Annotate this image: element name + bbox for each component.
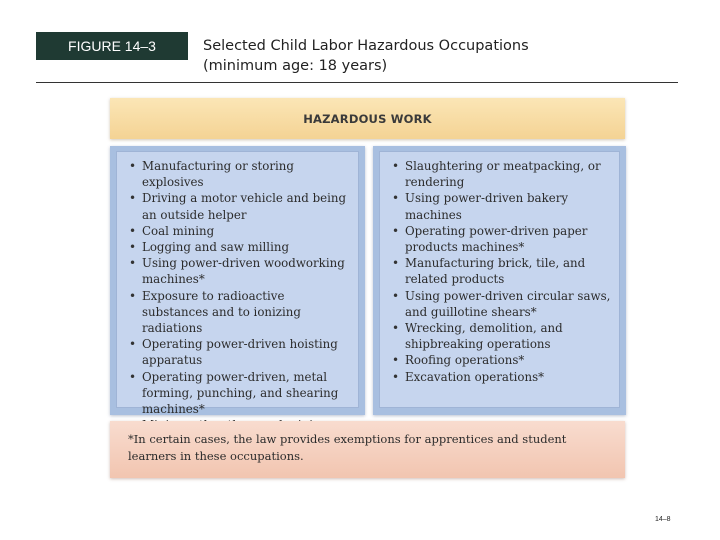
list-item: • Wrecking, demolition, and shipbreaking operations (391, 320, 613, 352)
list-item: • Using power-driven woodworking machines* (128, 255, 352, 287)
list-item: • Driving a motor vehicle and being an outside helper (128, 190, 352, 222)
title-divider (36, 82, 678, 83)
list-item: • Logging and saw milling (128, 239, 352, 255)
list-item: • Manufacturing or storing explosives (128, 158, 352, 190)
hazardous-work-header: HAZARDOUS WORK (110, 98, 625, 139)
list-item: • Operating power-driven, metal forming, punching, and shearing machines* (128, 369, 352, 418)
left-hazard-list (128, 158, 352, 433)
list-item: • Operating power-driven hoisting apparatus (128, 336, 352, 368)
list-item: • Manufacturing brick, tile, and related products (391, 255, 613, 287)
figure-title-line-2: (minimum age: 18 years) (203, 58, 388, 74)
right-column-inner (379, 151, 620, 408)
right-column-panel (373, 146, 626, 415)
figure-label: FIGURE 14–3 (36, 32, 188, 60)
list-item: • Excavation operations* (391, 369, 613, 385)
list-item: • Using power-driven circular saws, and guillotine shears* (391, 288, 613, 320)
list-item: • Roofing operations* (391, 352, 613, 368)
list-item: • Using power-driven bakery machines (391, 190, 613, 222)
list-item: • Slaughtering or meatpacking, or rendering (391, 158, 613, 190)
figure-title (203, 36, 673, 76)
page-number: 14–8 (655, 516, 671, 523)
right-hazard-list (391, 158, 613, 385)
figure-title-line-1: Selected Child Labor Hazardous Occupations (203, 38, 529, 54)
footnote-text: *In certain cases, the law provides exemptions for apprentices and student learners in these occupations. (128, 432, 567, 463)
list-item: • Coal mining (128, 223, 352, 239)
list-item: • Exposure to radioactive substances and to ionizing radiations (128, 288, 352, 337)
footnote-box (110, 421, 625, 478)
left-column-inner (116, 151, 359, 417)
list-item: • Operating power-driven paper products machines* (391, 223, 613, 255)
left-column-panel (110, 146, 365, 415)
